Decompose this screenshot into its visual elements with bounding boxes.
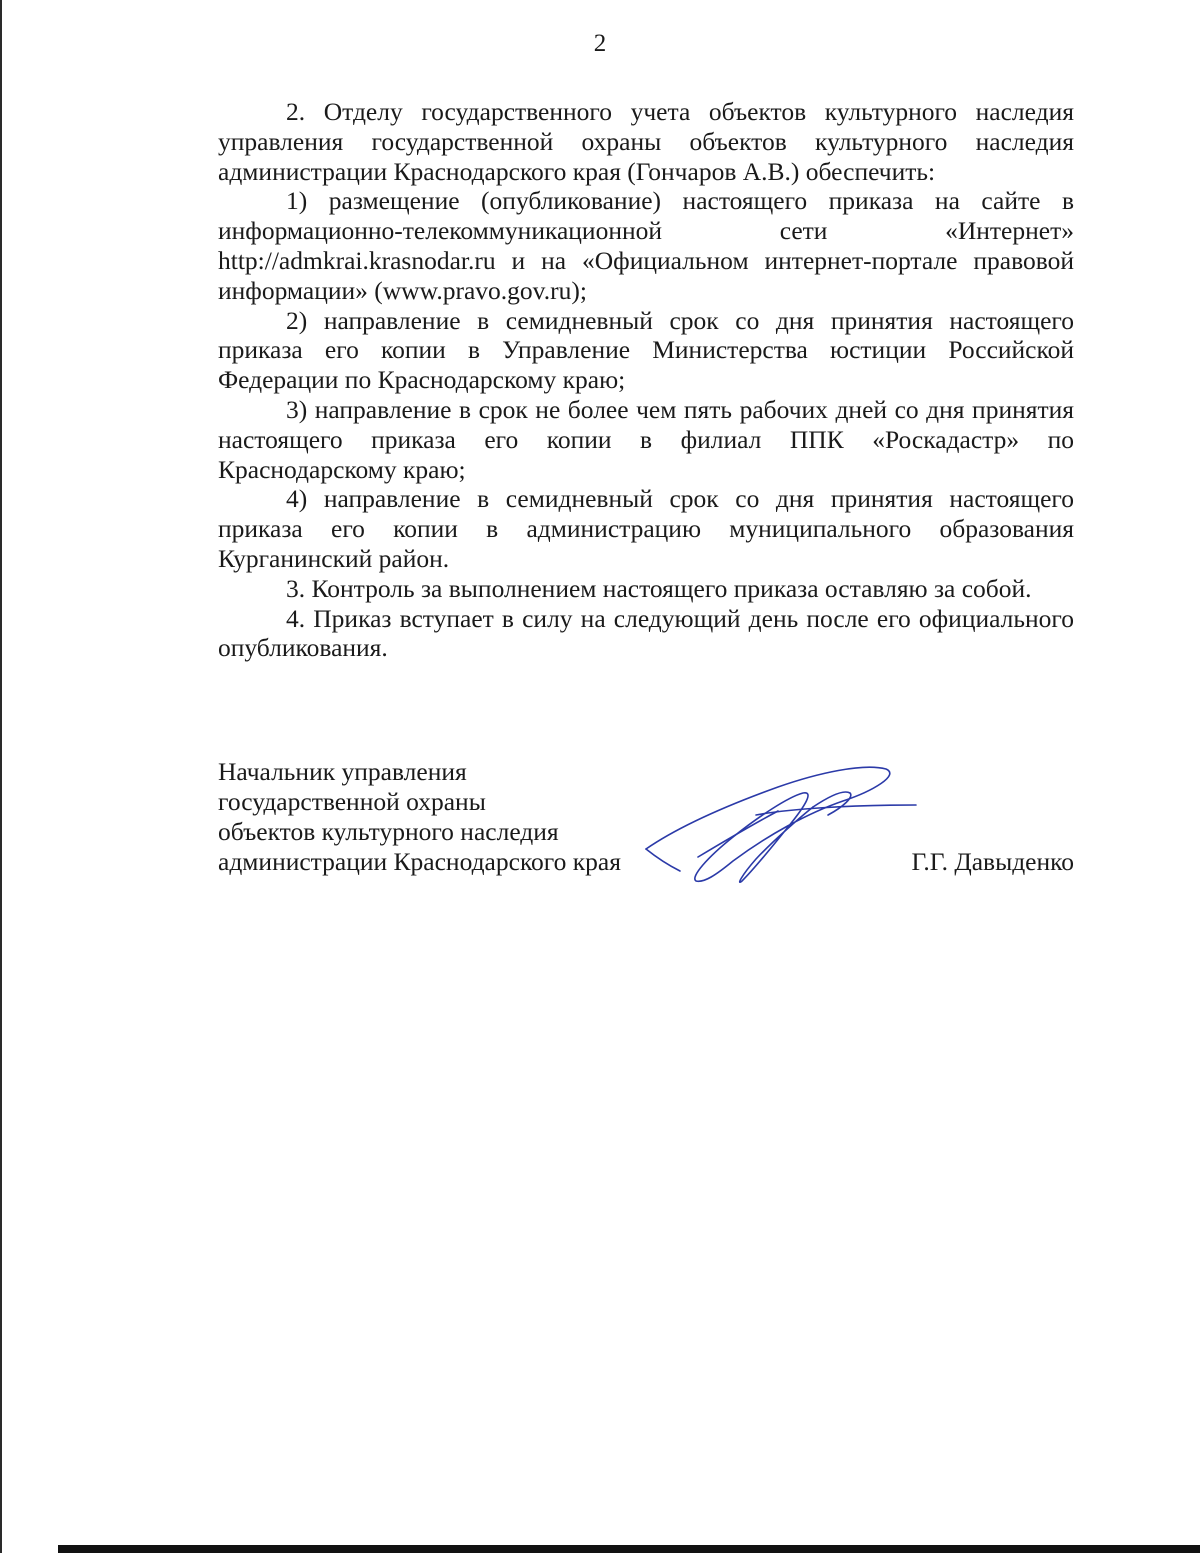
paragraph-2-item-1: 1) размещение (опубликование) настоящего приказа на сайте в информационно-телекоммуникационной сети «Интернет» http://admkrai.krasnodar.ru и на «Официальном интернет-портале правовой информации» (www.pravo.gov.ru); [218, 186, 1074, 305]
scan-edge-bottom [58, 1545, 1200, 1553]
paragraph-4: 4. Приказ вступает в силу на следующий день после его официального опубликования. [218, 603, 1074, 663]
signatory-name: Г.Г. Давыденко [911, 847, 1074, 876]
page-number: 2 [593, 30, 607, 57]
scan-edge-left [0, 0, 2, 1553]
signatory-title-line: объектов культурного наследия [218, 817, 559, 846]
signature-block [218, 757, 1074, 907]
paragraph-2-item-2: 2) направление в семидневный срок со дня принятия настоящего приказа его копии в Управление Министерства юстиции Российской Федерации по Краснодарскому краю; [218, 305, 1074, 395]
paragraph-2-item-3: 3) направление в срок не более чем пять рабочих дней со дня принятия настоящего приказа его копии в филиал ППК «Роскадастр» по Краснодарскому краю; [218, 394, 1074, 484]
paragraph-2-item-4: 4) направление в семидневный срок со дня принятия настоящего приказа его копии в администрацию муниципального образования Курганинский район. [218, 484, 1074, 573]
paragraph-2: 2. Отделу государственного учета объектов культурного наследия управления государственной охраны объектов культурного наследия администрации Краснодарского края (Гончаров А.В.) обеспечить: [218, 97, 1074, 186]
signatory-title-line: государственной охраны [218, 787, 486, 816]
document-body [218, 97, 1074, 663]
signatory-title [218, 757, 621, 877]
handwritten-signature [638, 757, 918, 892]
signatory-title-line: Начальник управления [218, 757, 467, 786]
paragraph-3: 3. Контроль за выполнением настоящего приказа оставляю за собой. [286, 573, 1032, 603]
signatory-title-line: администрации Краснодарского края [218, 847, 621, 876]
